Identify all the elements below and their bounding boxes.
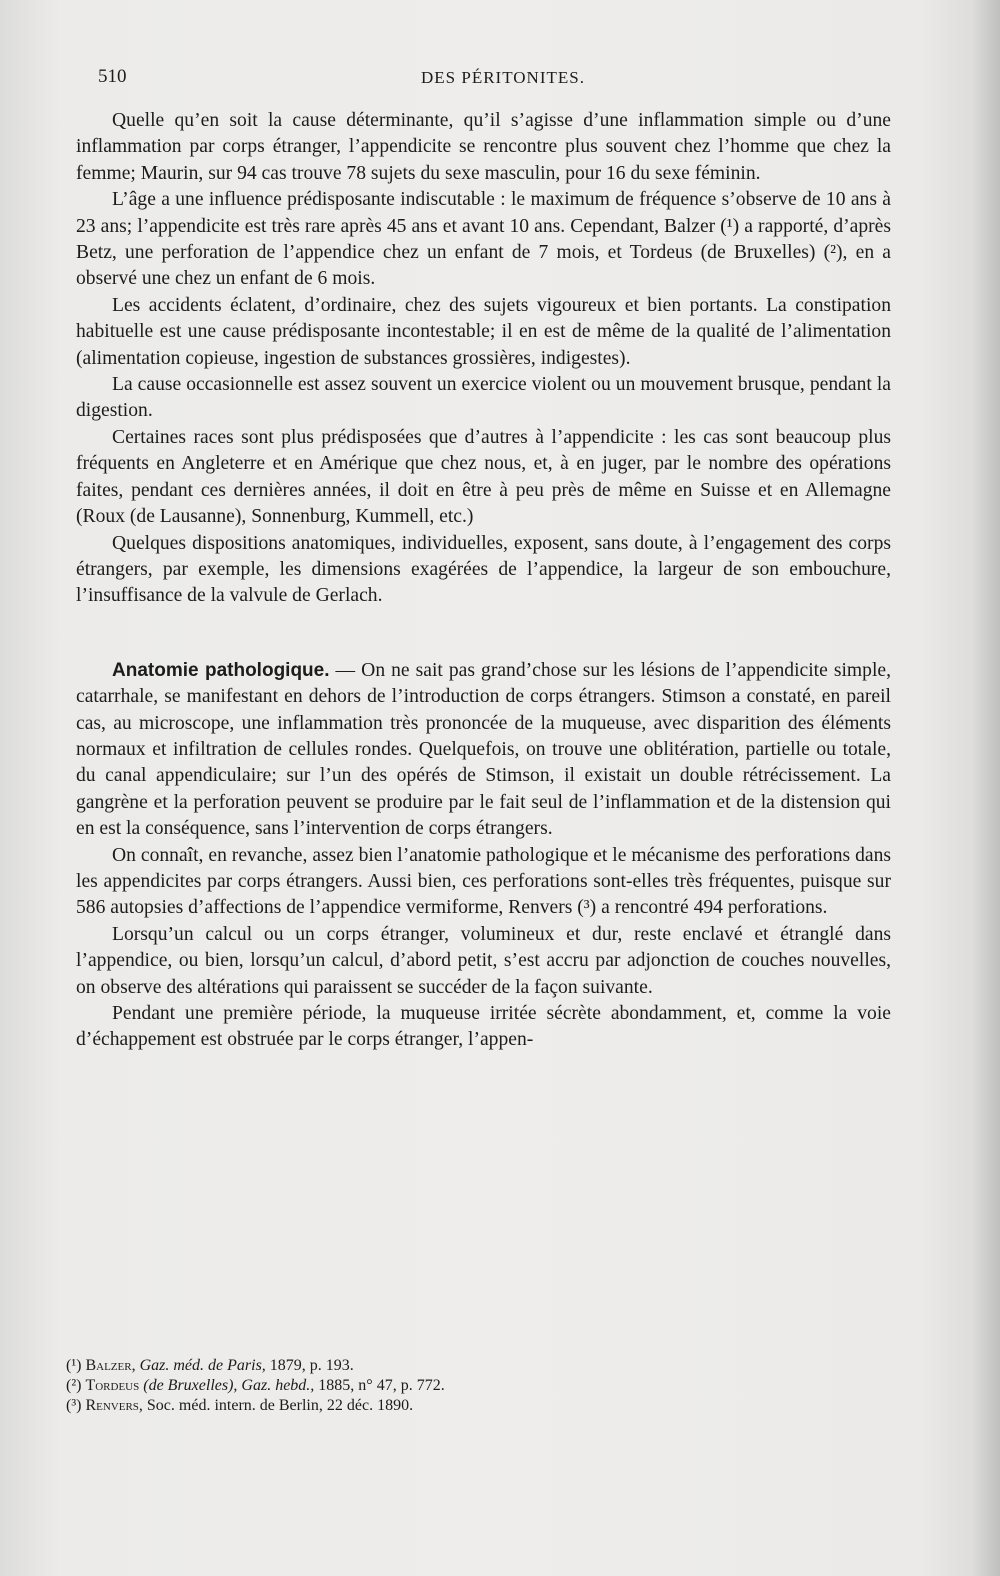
page-number: 510 [98, 66, 127, 87]
paragraph: Pendant une première période, la muqueuse irritée sécrète abondamment, et, comme la voie d’échappement est obstruée par le corps étranger, l’appen- [76, 1003, 891, 1051]
footnote-author: Balzer, [85, 1357, 136, 1374]
footnote [66, 1396, 886, 1416]
paragraph: L’âge a une influence prédisposante indiscutable : le maximum de fréquence s’observe de 10 ans à 23 ans; l’appendicite est très rare après 45 ans et avant 10 ans. Cependant, Balzer (¹) a rapporté, d’après Betz, une perforation de l’appendice chez un enfant de 7 mois, et Tordeus (de Bruxelles) (²), en a observé une chez un enfant de 6 mois. [76, 189, 891, 290]
section-paragraph-text: — On ne sait pas grand’chose sur les lésions de l’appendicite simple, catarrhale, se manifestant en dehors de l’introduction de corps étrangers. Stimson a constaté, en pareil cas, au microscope, une inflammation très prononcée de la muqueuse, avec disparition des éléments normaux et infiltration de cellules rondes. Quelquefois, on trouve une oblitération, partielle ou totale, du canal appendiculaire; sur l’un des opérés de Stimson, il existait un double rétrécissement. La gangrène et la perforation peuvent se produire par le fait seul de l’inflammation et de la distension qui en est la conséquence, sans l’intervention de corps étrangers. [76, 659, 891, 840]
section-first-paragraph [76, 658, 891, 843]
paragraph: Les accidents éclatent, d’ordinaire, chez des sujets vigoureux et bien portants. La constipation habituelle est une cause prédisposante incontestable; il en est de même de la qualité de l’alimentation (alimentation copieuse, ingestion de substances grossières, indigestes). [76, 294, 891, 369]
paragraph: Quelques dispositions anatomiques, individuelles, exposent, sans doute, à l’engagement des corps étrangers, par exemple, les dimensions exagérées de l’appendice, la largeur de son embouchure, l’insuffisance de la valvule de Gerlach. [76, 532, 891, 607]
footnote-marker: (³) [66, 1397, 82, 1414]
paragraph: Quelle qu’en soit la cause déterminante, qu’il s’agisse d’une inflammation simple ou d’une inflammation par corps étranger, l’appendicite se rencontre plus souvent chez l’homme que chez la femme; Maurin, sur 94 cas trouve 78 sujets du sexe masculin, pour 16 du sexe féminin. [76, 110, 891, 184]
footnote-author: Renvers, [85, 1397, 143, 1414]
body-text [76, 108, 891, 1054]
page-header [98, 66, 908, 92]
paragraph: La cause occasionnelle est assez souvent un exercice violent ou un mouvement brusque, pendant la digestion. [76, 374, 891, 422]
footnote-author: Tordeus [85, 1377, 140, 1394]
footnote-source: (de Bruxelles), Gaz. hebd., [143, 1377, 315, 1394]
footnote-source: Gaz. méd. de Paris, [139, 1357, 266, 1374]
paragraph: Certaines races sont plus prédisposées que d’autres à l’appendicite : les cas sont beaucoup plus fréquents en Angleterre et en Amérique que chez nous, et, à en juger, par le nombre des opérations faites, pendant ces dernières années, il doit en être à peu près de même en Suisse et en Allemagne (Roux (de Lausanne), Sonnenburg, Kummell, etc.) [76, 426, 891, 528]
footnote-marker: (¹) [66, 1357, 82, 1374]
footnote-marker: (²) [66, 1377, 82, 1394]
footnote [66, 1376, 886, 1396]
paragraph: On connaît, en revanche, assez bien l’anatomie pathologique et le mécanisme des perforations dans les appendicites par corps étrangers. Aussi bien, ces perforations sont-elles très fréquentes, puisque sur 586 autopsies d’affections de l’appendice vermiforme, Renvers (³) a rencontré 494 perforations. [76, 844, 891, 919]
page-spine-shadow [972, 0, 1000, 1576]
footnote [66, 1356, 886, 1376]
footnote-reference: 1879, p. 193. [269, 1357, 354, 1374]
footnote-reference: 1885, n° 47, p. 772. [318, 1377, 445, 1394]
paragraph: Lorsqu’un calcul ou un corps étranger, volumineux et dur, reste enclavé et étranglé dans l’appendice, ou bien, lorsqu’un calcul, d’abord petit, s’est accru par adjonction de couches nouvelles, on observe des altérations qui paraissent se succéder de la façon suivante. [76, 923, 891, 998]
section-heading: Anatomie pathologique. [112, 659, 330, 681]
footnote-reference: 22 déc. 1890. [326, 1397, 414, 1414]
footnotes [66, 1356, 886, 1416]
footnote-source: Soc. méd. intern. de Berlin, [146, 1397, 323, 1414]
running-title: DES PÉRITONITES. [421, 68, 585, 87]
